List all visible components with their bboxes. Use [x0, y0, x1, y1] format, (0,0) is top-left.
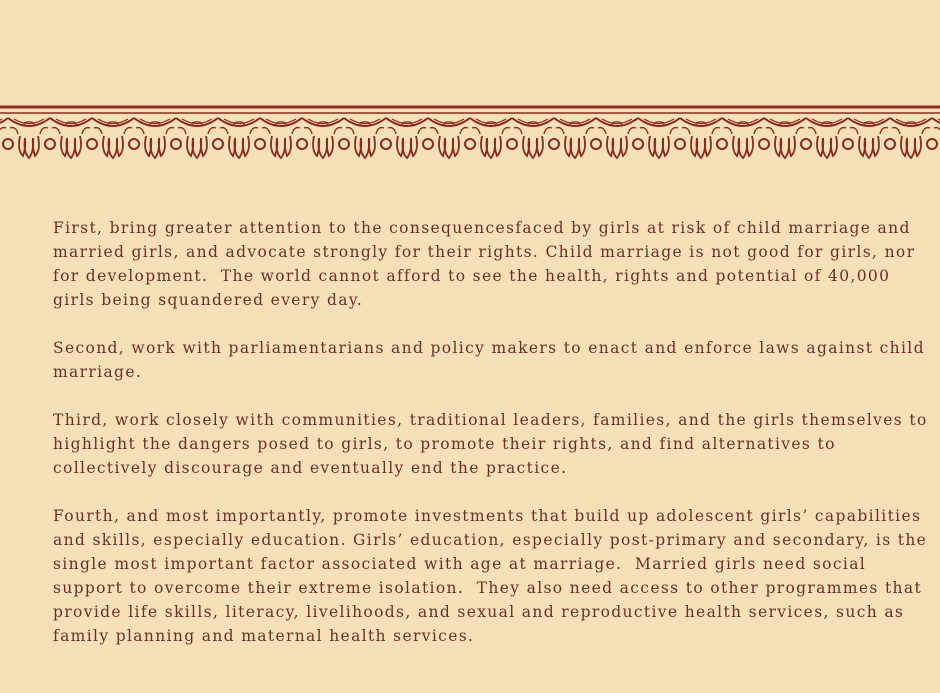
- lace-motif: [843, 118, 890, 158]
- lace-motif: [801, 118, 848, 158]
- lace-motif: [759, 118, 806, 158]
- lace-motif: [3, 118, 50, 158]
- lace-motif: [171, 118, 218, 158]
- lace-motif: [633, 118, 680, 158]
- lace-motif: [129, 118, 176, 158]
- lace-motif: [465, 118, 512, 158]
- lace-motif: [549, 118, 596, 158]
- lace-motif: [927, 118, 940, 158]
- lace-border-ornament: [0, 104, 940, 166]
- paragraph-fourth: Fourth, and most importantly, promote investments that build up adolescent girls’ capabilities and skills, especially education. Girls’ education, especially post-primary and secondary, is the single most important factor associated with age at marriage. Married girls need social support to overcome their extreme isolation. They also need access to other programmes that provide life skills, literacy, livelihoods, and sexual and reproductive health services, such as family planning and maternal health services.: [53, 507, 934, 645]
- lace-motif: [45, 118, 92, 158]
- lace-motif: [255, 118, 302, 158]
- lace-motif: [591, 118, 638, 158]
- lace-motif: [297, 118, 344, 158]
- lace-motif: [213, 118, 260, 158]
- paragraph-first: First, bring greater attention to the consequencesfaced by girls at risk of child marriage and married girls, and advocate strongly for their rights. Child marriage is not good for girls, nor for development. The world cannot afford to see the health, rights and potential of 40,000 girls being squandered every day.: [53, 219, 922, 309]
- lace-motif: [423, 118, 470, 158]
- paragraph-second: Second, work with parliamentarians and policy makers to enact and enforce laws against child marriage.: [53, 339, 932, 381]
- paragraph-third: Third, work closely with communities, traditional leaders, families, and the girls themselves to highlight the dangers posed to girls, to promote their rights, and find alternatives to collectively discourage and eventually end the practice.: [53, 411, 934, 477]
- lace-motif: [717, 118, 764, 158]
- lace-motif: [0, 118, 8, 158]
- document-body: [53, 216, 933, 672]
- lace-motif: [87, 118, 134, 158]
- lace-motif: [507, 118, 554, 158]
- lace-motif: [339, 118, 386, 158]
- lace-motif: [675, 118, 722, 158]
- lace-motif: [885, 118, 932, 158]
- lace-motif: [381, 118, 428, 158]
